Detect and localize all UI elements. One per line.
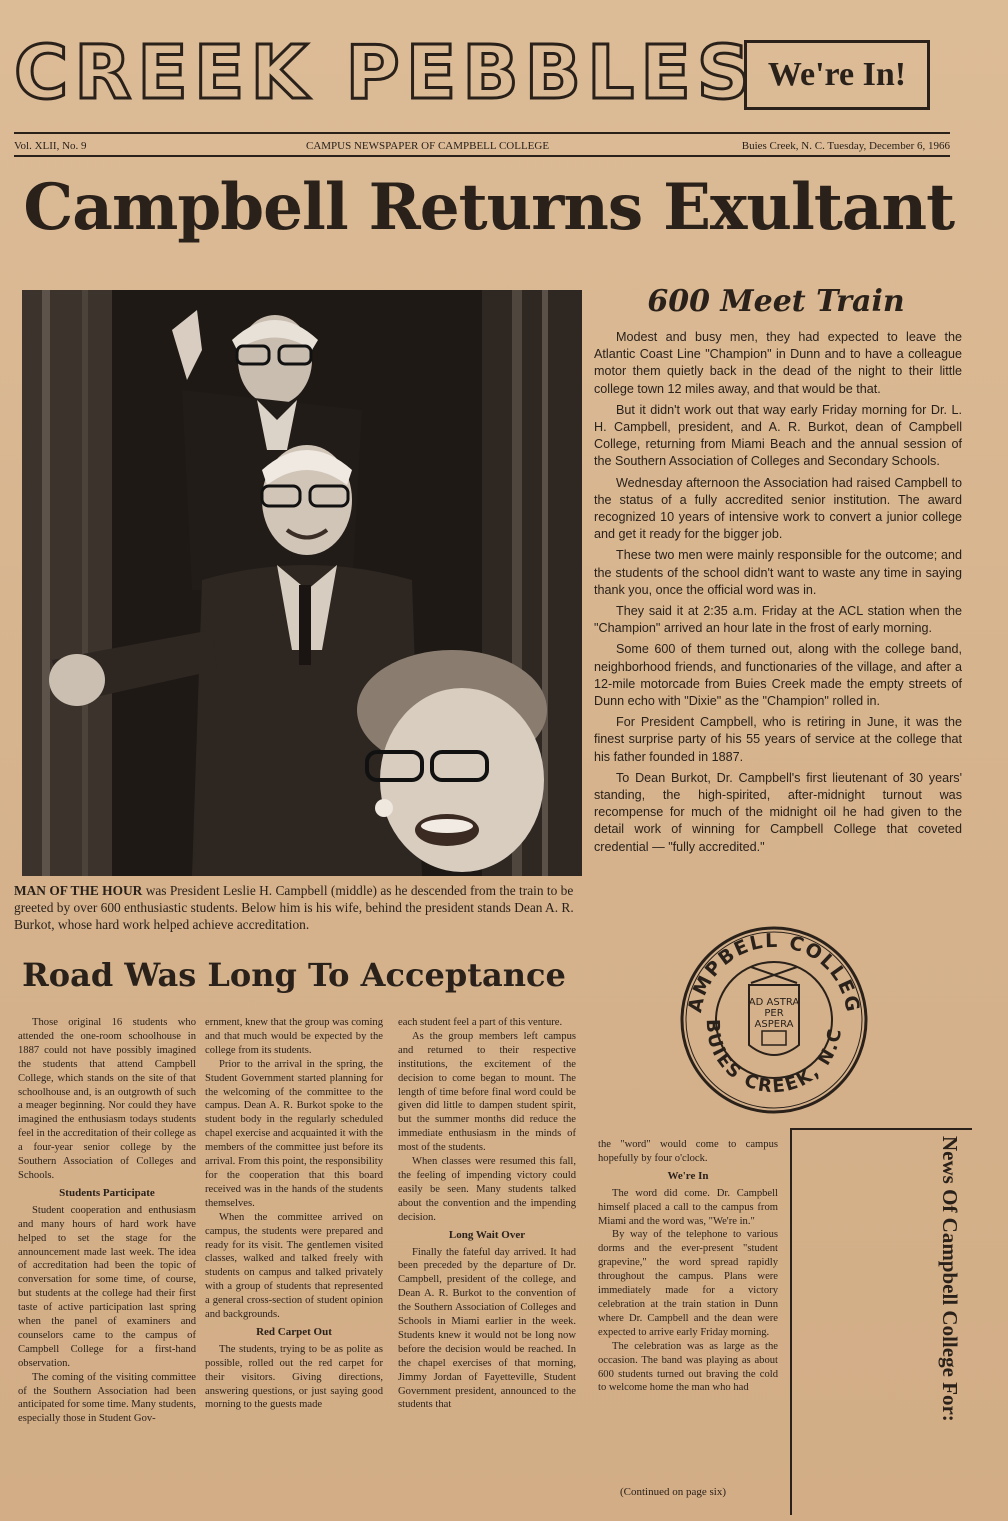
second-headline: Road Was Long To Acceptance (22, 956, 566, 994)
volume-number: Vol. XLII, No. 9 (14, 140, 87, 152)
seal-bottom-text: BUIES CREEK, N.C (701, 1018, 847, 1098)
column-subhead: Long Wait Over (448, 1228, 526, 1241)
bottom-rule (14, 155, 950, 157)
story-paragraph: Modest and busy men, they had expected to leave the Atlantic Coast Line "Champion" in Dunn and to have a colleague motor them quietly back in the dead of the night to their little college town 12 miles away, and that would be that. (594, 330, 962, 396)
column-paragraph: Prior to the arrival in the spring, the Student Government started planning for the welcoming of the committee to the campus. Dean A. R. Burkot spoke to the student body in the regularly scheduled chapel exercise and acquainted it with the members of the committee just before its arrival. From this point, the responsibility for the cooperation that this board received was in the hands of the students themselves. (205, 1058, 383, 1209)
college-seal (679, 925, 869, 1115)
were-in-box: We're In! (744, 40, 930, 110)
column-paragraph: By way of the telephone to various dorms and the ever-present "student grapevine," the word spread rapidly throughout the campus. Plans were immediately made for a victory celebration at the train station in Dunn where Dr. Campbell and the dean were expected to arrive early Friday morning. (598, 1229, 778, 1338)
column-paragraph: The students, trying to be as polite as possible, rolled out the red carpet for their visitors. Giving directions, answering questions, or just saying good morning to the guests made (205, 1343, 383, 1411)
article-column-2 (205, 1016, 383, 1412)
tagline: CAMPUS NEWSPAPER OF CAMPBELL COLLEGE (306, 140, 550, 152)
column-paragraph: The coming of the visiting committee of the Southern Association had been anticipated for some time. Many students, especially those in Student Gov- (18, 1371, 196, 1425)
article-column-4 (598, 1138, 778, 1395)
sidebar-vertical-title: News Of Campbell College For: (938, 1136, 962, 1422)
photo-caption (14, 882, 574, 933)
seal-motto-2: PER (764, 1008, 784, 1019)
dateline (14, 136, 950, 154)
story-paragraph: These two men were mainly responsible for the outcome; and the students of the school didn't want to waste any time in saying thank you, once the official word was in. (594, 548, 962, 597)
story-paragraph: To Dean Burkot, Dr. Campbell's first lieutenant of 30 years' standing, the high-spirited, after-midnight turnout was recompense for much of the midnight oil he had given to the detail work of winning for Campbell College that coveted credential — "fully accredited." (594, 770, 962, 854)
story-paragraph: Wednesday afternoon the Association had raised Campbell to the status of a fully accredited senior institution. The award recognized 10 years of intensive work to convert a junior college and get it ready for the bigger job. (594, 475, 962, 542)
caption-lead: MAN OF THE HOUR (14, 883, 143, 898)
lead-story (594, 329, 962, 860)
place-date: Buies Creek, N. C. Tuesday, December 6, 1966 (741, 140, 950, 152)
seal-top-text: AMPBELL COLLEG (684, 929, 864, 1016)
column-paragraph: Student cooperation and enthusiasm and many hours of hard work have helped to set the stage for the announcement made last week. The idea of accreditation had been the topic of conversation for some time, of course, but students at the college had their first taste of active participation last spring when the panel of examiners and counselors came to the campus of Campbell College for a first-hand observation. (18, 1204, 196, 1369)
continued-note: (Continued on page six) (620, 1486, 727, 1498)
masthead-title: CREEK PEBBLES (14, 30, 757, 116)
column-paragraph: each student feel a part of this venture. (398, 1017, 563, 1028)
story-paragraph: For President Campbell, who is retiring in June, it was the finest surprise party of his 55 years of service at the college that his father founded in 1887. (594, 715, 962, 764)
column-paragraph: Those original 16 students who attended the one-room schoolhouse in 1887 could not have possibly imagined the students that attend Campbell College, which stands on the site of that schoolhouse and, is an outgrowth of such a meager beginning. Nor could they have imagined the enthusiasm todays students feel in the accreditation of their college as a four-year senior college by the Southern Association of Colleges and Schools. (18, 1017, 196, 1181)
main-headline: Campbell Returns Exultant (23, 170, 955, 245)
column-subhead: Red Carpet Out (256, 1325, 332, 1338)
column-paragraph: When classes were resumed this fall, the feeling of impending victory could easily be seen. Many students talked about the convention and the impending decision. (398, 1156, 576, 1223)
column-subhead: We're In (667, 1169, 709, 1182)
story-paragraph: They said it at 2:35 a.m. Friday at the ACL station when the "Champion" arrived an hour late in the frost of early morning. (594, 604, 962, 636)
column-paragraph: the "word" would come to campus hopefully by four o'clock. (598, 1139, 778, 1164)
article-column-1 (18, 1016, 196, 1426)
column-subhead: Students Participate (59, 1186, 155, 1199)
column-paragraph: As the group members left campus and returned to their respective institutions, the excitement of the decision to come began to mount. The length of time before final word could be given did little to dampen student spirit, but the summer months did reduce the immediate enthusiasm in the minds of most of the students. (398, 1030, 576, 1154)
train-photo (22, 290, 582, 876)
lead-story-subhead: 600 Meet Train (647, 284, 905, 319)
column-paragraph: The word did come. Dr. Campbell himself placed a call to the campus from Miami and the word was, "We're in." (598, 1187, 778, 1227)
top-rule (14, 132, 950, 134)
seal-motto-1: AD ASTRA (748, 997, 800, 1008)
story-paragraph: Some 600 of them turned out, along with the college band, neighborhood friends, and functionaries of the village, and after a 12-mile motorcade from Buies Creek made the empty streets of Dunn echo with "Dixie" as the "Champion" rolled in. (594, 642, 962, 709)
column-paragraph: When the committee arrived on campus, the students were prepared and ready for its visit. The gentlemen visited classes, walked and talked freely with students on campus and talked privately with a group of students that represented a general cross-section of student opinion and backgrounds. (205, 1211, 383, 1321)
caption-text: was President Leslie H. Campbell (middle) as he descended from the train to be greeted by over 600 enthusiastic students. Below him is his wife, behind the president stands Dean A. R. Burkot, whose hard work helped achieve accreditation. (14, 883, 574, 932)
story-paragraph: But it didn't work out that way early Friday morning for Dr. L. H. Campbell, president, and A. R. Burkot, dean of Campbell College, returning from Miami Beach and the annual session of the Southern Association of Colleges and Secondary Schools. (594, 402, 962, 469)
column-paragraph: The celebration was as large as the occasion. The band was playing as about 600 students turned out braving the cold to welcome home the man who had (598, 1340, 778, 1394)
seal-motto-3: ASPERA (754, 1019, 794, 1030)
article-column-3 (398, 1016, 576, 1412)
column-paragraph: ernment, knew that the group was coming and that much would be expected by the college from its students. (205, 1017, 383, 1056)
column-paragraph: Finally the fateful day arrived. It had been preceded by the departure of Dr. Campbell, president of the college, and Dean A. R. Burkot to the convention of the Southern Association of Colleges and Schools in Miami earlier in the week. Students knew it would not be long now before the decision would be reached. In the chapel exercises of that morning, Jimmy Jordan of Fayetteville, Student Government president, announced to the students that (398, 1246, 576, 1411)
